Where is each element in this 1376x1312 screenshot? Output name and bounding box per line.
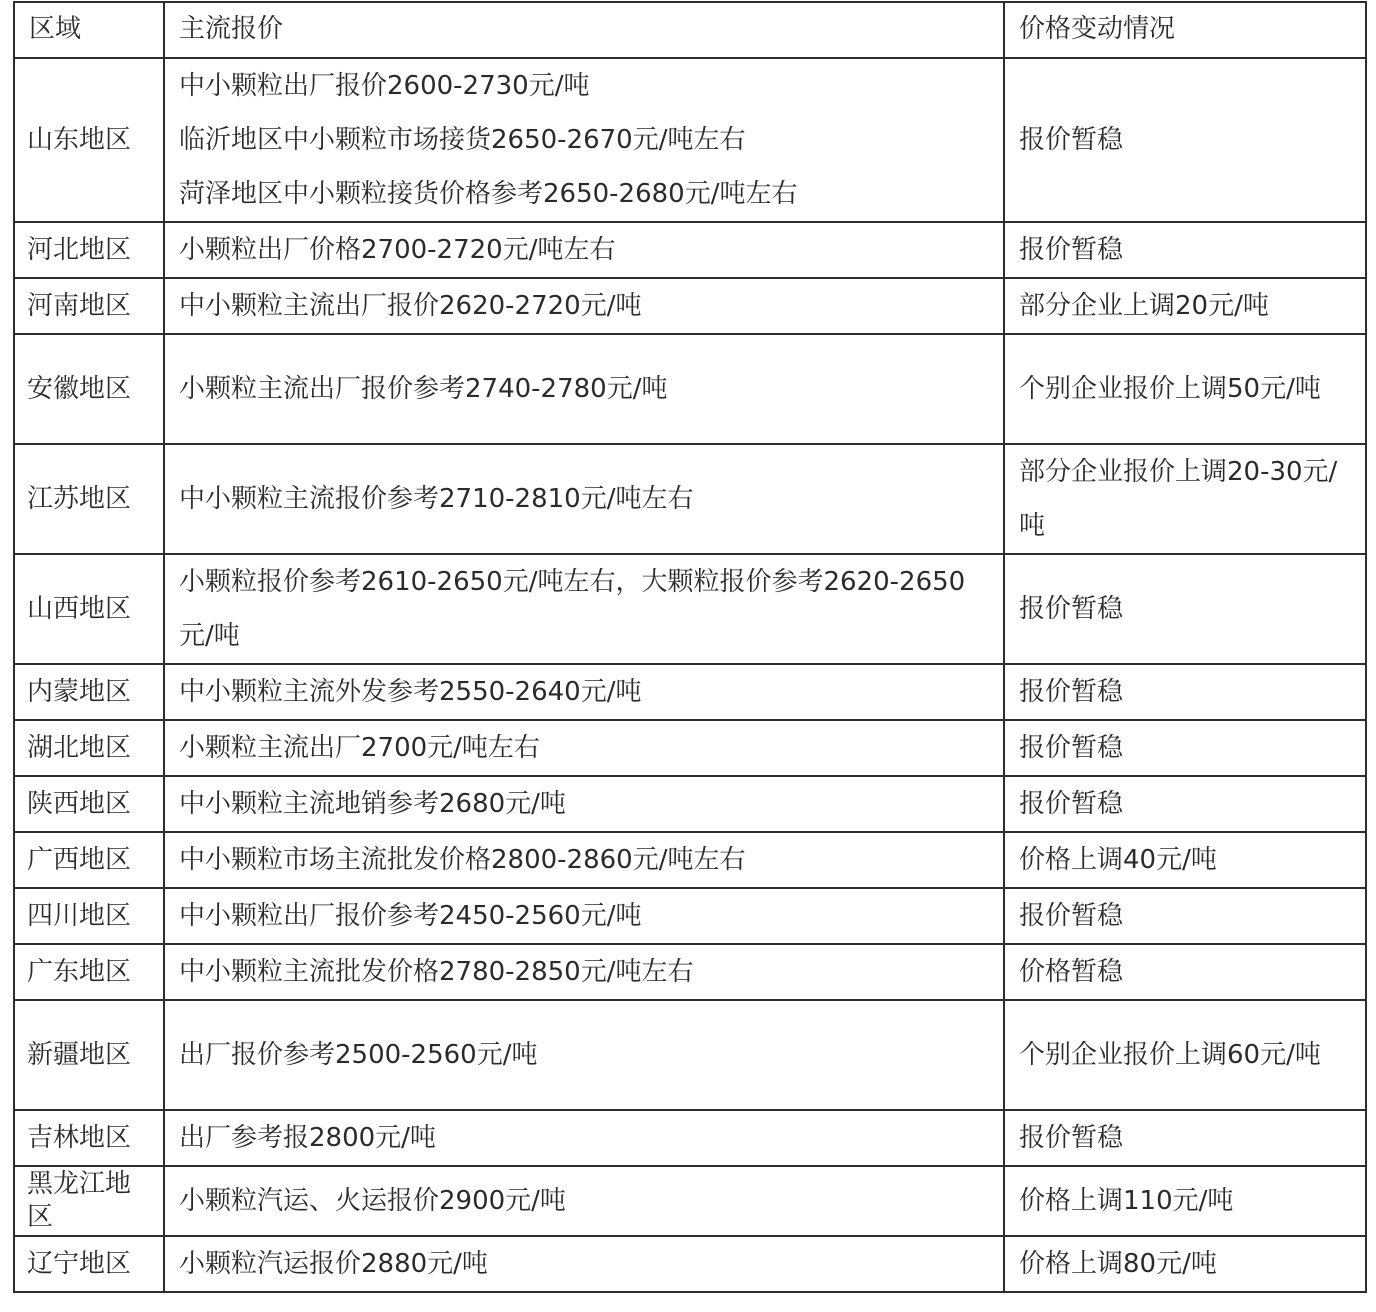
price-line: 小颗粒主流出厂2700元/吨左右 <box>179 733 540 763</box>
change-cell: 报价暂稳 <box>1004 720 1366 776</box>
table-row <box>14 664 1366 720</box>
change-cell: 报价暂稳 <box>1004 888 1366 944</box>
region-cell: 内蒙地区 <box>14 664 164 720</box>
price-cell <box>164 1000 1004 1110</box>
price-cell <box>164 58 1004 222</box>
change-cell: 个别企业报价上调60元/吨 <box>1004 1000 1366 1110</box>
price-line: 中小颗粒出厂报价2600-2730元/吨 <box>179 71 590 101</box>
table-row <box>14 1236 1366 1292</box>
table-row <box>14 554 1366 664</box>
price-cell <box>164 222 1004 278</box>
table-row <box>14 222 1366 278</box>
price-line: 小颗粒汽运报价2880元/吨 <box>179 1249 488 1279</box>
price-line: 中小颗粒主流出厂报价2620-2720元/吨 <box>179 291 642 321</box>
table-row <box>14 278 1366 334</box>
change-cell: 部分企业上调20元/吨 <box>1004 278 1366 334</box>
change-cell: 价格上调110元/吨 <box>1004 1166 1366 1236</box>
table-row <box>14 1166 1366 1236</box>
table-row <box>14 58 1366 222</box>
region-cell: 陕西地区 <box>14 776 164 832</box>
price-cell <box>164 1236 1004 1292</box>
price-cell <box>164 832 1004 888</box>
price-cell <box>164 720 1004 776</box>
price-line: 出厂参考报2800元/吨 <box>179 1123 436 1153</box>
header-change: 价格变动情况 <box>1004 2 1366 58</box>
price-cell <box>164 888 1004 944</box>
price-line: 中小颗粒主流外发参考2550-2640元/吨 <box>179 677 642 707</box>
region-cell: 安徽地区 <box>14 334 164 444</box>
region-cell: 湖北地区 <box>14 720 164 776</box>
price-table-container <box>13 1 1367 1293</box>
table-row <box>14 832 1366 888</box>
region-cell: 吉林地区 <box>14 1110 164 1166</box>
region-cell: 辽宁地区 <box>14 1236 164 1292</box>
change-cell: 价格上调80元/吨 <box>1004 1236 1366 1292</box>
price-cell <box>164 334 1004 444</box>
region-cell: 江苏地区 <box>14 444 164 554</box>
header-region: 区域 <box>14 2 164 58</box>
region-cell: 山东地区 <box>14 58 164 222</box>
price-cell <box>164 664 1004 720</box>
header-price: 主流报价 <box>164 2 1004 58</box>
region-cell: 广西地区 <box>14 832 164 888</box>
price-cell <box>164 944 1004 1000</box>
region-cell: 新疆地区 <box>14 1000 164 1110</box>
change-cell: 价格暂稳 <box>1004 944 1366 1000</box>
price-cell <box>164 1166 1004 1236</box>
region-cell: 黑龙江地区 <box>14 1166 164 1236</box>
change-cell: 部分企业报价上调20-30元/吨 <box>1004 444 1366 554</box>
table-row <box>14 1000 1366 1110</box>
table-row <box>14 776 1366 832</box>
region-cell: 四川地区 <box>14 888 164 944</box>
region-cell: 河南地区 <box>14 278 164 334</box>
table-row <box>14 888 1366 944</box>
price-line: 小颗粒主流出厂报价参考2740-2780元/吨 <box>179 374 668 404</box>
table-row <box>14 444 1366 554</box>
price-line: 菏泽地区中小颗粒接货价格参考2650-2680元/吨左右 <box>179 179 798 209</box>
price-line: 中小颗粒主流报价参考2710-2810元/吨左右 <box>179 484 694 514</box>
price-line: 小颗粒汽运、火运报价2900元/吨 <box>179 1186 566 1216</box>
price-line: 小颗粒报价参考2610-2650元/吨左右，大颗粒报价参考2620-2650元/吨 <box>179 567 966 651</box>
change-cell: 报价暂稳 <box>1004 1110 1366 1166</box>
region-cell: 河北地区 <box>14 222 164 278</box>
change-cell: 报价暂稳 <box>1004 554 1366 664</box>
price-cell <box>164 1110 1004 1166</box>
change-cell: 报价暂稳 <box>1004 58 1366 222</box>
change-cell: 报价暂稳 <box>1004 664 1366 720</box>
table-row <box>14 720 1366 776</box>
price-cell <box>164 278 1004 334</box>
price-line: 临沂地区中小颗粒市场接货2650-2670元/吨左右 <box>179 125 746 155</box>
table-row <box>14 944 1366 1000</box>
region-cell: 山西地区 <box>14 554 164 664</box>
price-cell <box>164 444 1004 554</box>
price-line: 中小颗粒主流批发价格2780-2850元/吨左右 <box>179 957 694 987</box>
change-cell: 价格上调40元/吨 <box>1004 832 1366 888</box>
table-row <box>14 1110 1366 1166</box>
change-cell: 个别企业报价上调50元/吨 <box>1004 334 1366 444</box>
price-line: 中小颗粒出厂报价参考2450-2560元/吨 <box>179 901 642 931</box>
table-header-row <box>14 2 1366 58</box>
price-line: 中小颗粒主流地销参考2680元/吨 <box>179 789 566 819</box>
price-line: 出厂报价参考2500-2560元/吨 <box>179 1040 538 1070</box>
price-cell <box>164 776 1004 832</box>
table-row <box>14 334 1366 444</box>
change-cell: 报价暂稳 <box>1004 776 1366 832</box>
price-line: 小颗粒出厂价格2700-2720元/吨左右 <box>179 235 616 265</box>
price-table <box>13 1 1367 1293</box>
region-cell: 广东地区 <box>14 944 164 1000</box>
price-cell <box>164 554 1004 664</box>
price-line: 中小颗粒市场主流批发价格2800-2860元/吨左右 <box>179 845 746 875</box>
change-cell: 报价暂稳 <box>1004 222 1366 278</box>
